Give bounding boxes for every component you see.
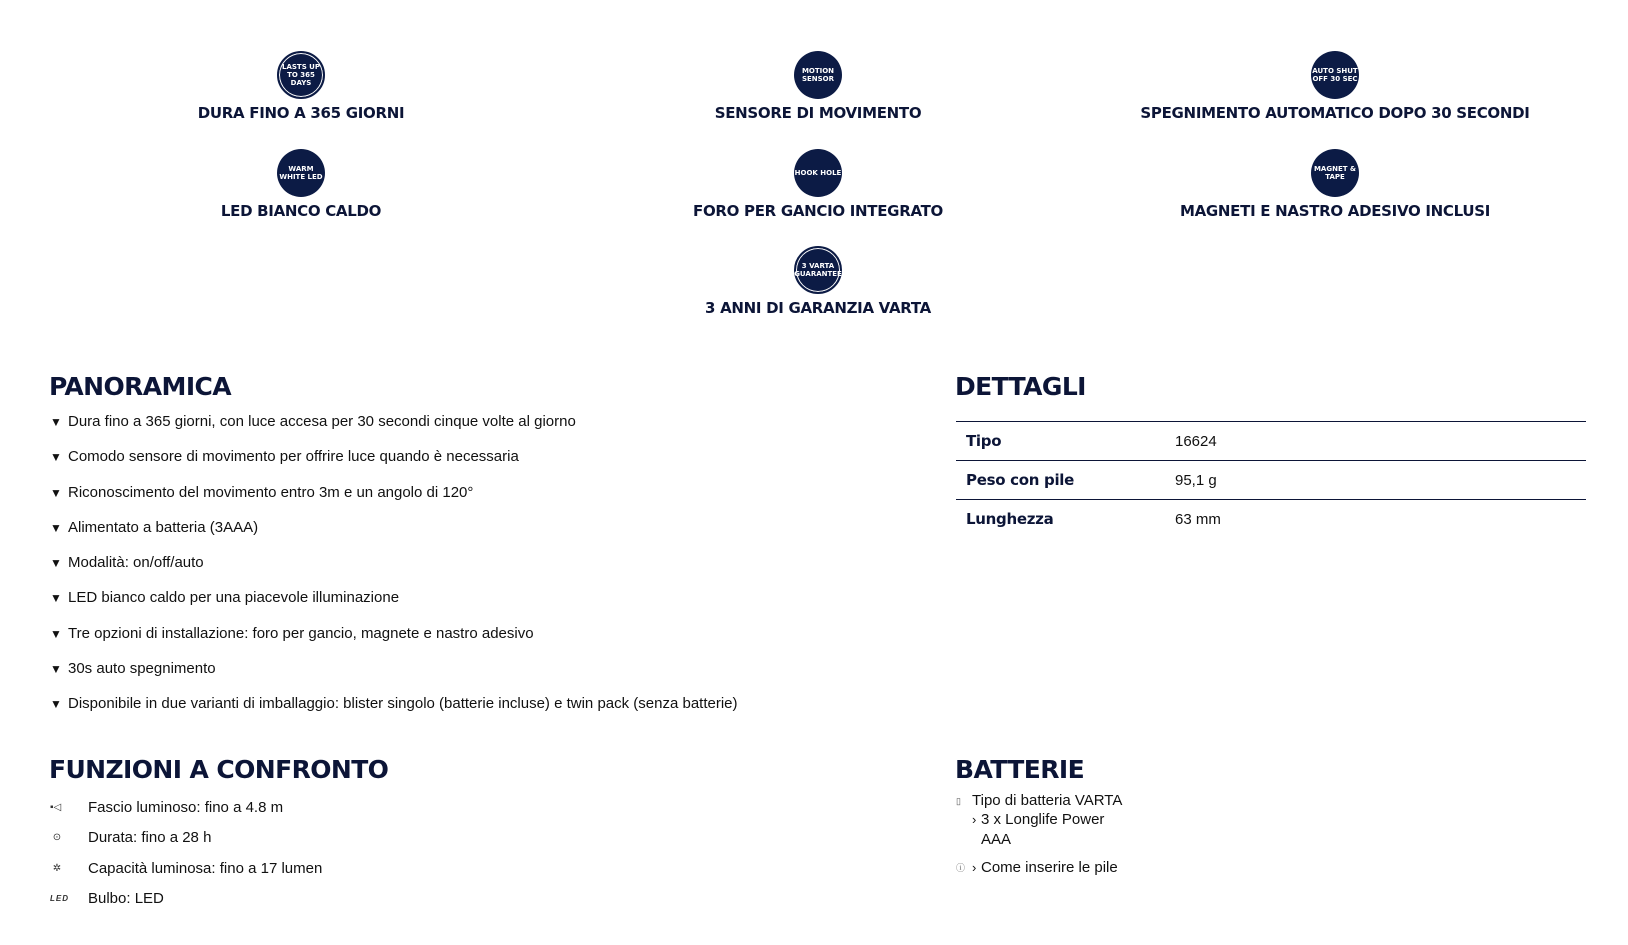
overview-title: PANORAMICA	[49, 372, 232, 401]
365-days-icon: LASTS UP TO 365 DAYS	[277, 51, 325, 99]
detail-key: Peso con pile	[966, 471, 1075, 489]
triangle-icon: ▼	[50, 697, 62, 712]
feature-label: SENSORE DI MOVIMENTO	[714, 104, 922, 122]
battery-title: BATTERIE	[955, 755, 1085, 784]
detail-value: 95,1 g	[1175, 471, 1217, 489]
overview-list	[50, 413, 738, 731]
chevron-right-icon: ›	[972, 860, 977, 875]
timer-icon: AUTO SHUT OFF 30 SEC	[1311, 51, 1359, 99]
list-item: ▼ Riconoscimento del movimento entro 3m e un angolo di 120°	[50, 483, 474, 501]
list-item: LED Bulbo: LED	[50, 890, 164, 908]
list-item: ▼ Tre opzioni di installazione: foro per gancio, magnete e nastro adesivo	[50, 624, 534, 642]
compare-list	[50, 792, 322, 914]
battery-section	[956, 792, 1122, 877]
list-item: ▼ LED bianco caldo per una piacevole illuminazione	[50, 589, 400, 607]
feature-motion-sensor	[578, 51, 1058, 122]
compare-title: FUNZIONI A CONFRONTO	[49, 755, 389, 784]
list-item: ▪◁ Fascio luminoso: fino a 4.8 m	[50, 798, 284, 816]
feature-label: DURA FINO A 365 GIORNI	[197, 104, 405, 122]
detail-value: 16624	[1175, 432, 1217, 450]
battery-type-label: Tipo di batteria VARTA	[972, 792, 1123, 809]
battery-type-link[interactable]: › 3 x Longlife Power AAA	[972, 811, 1105, 848]
clock-icon: ⊙	[50, 832, 62, 844]
motion-sensor-icon: MOTION SENSOR	[794, 51, 842, 99]
insert-batteries-link[interactable]: ⓘ › Come inserire le pile	[956, 859, 1118, 876]
feature-365-days	[61, 51, 541, 122]
table-row	[956, 422, 1586, 461]
triangle-icon: ▼	[50, 626, 62, 641]
feature-guarantee	[578, 246, 1058, 317]
list-item: ▼ Disponibile in due varianti di imballaggio: blister singolo (batterie incluse) e twin pack (senza batterie)	[50, 695, 738, 713]
details-table	[956, 421, 1586, 538]
warm-led-icon: WARM WHITE LED	[277, 149, 325, 197]
feature-label: MAGNETI E NASTRO ADESIVO INCLUSI	[1179, 202, 1490, 220]
list-item: ▼ Comodo sensore di movimento per offrire luce quando è necessaria	[50, 448, 519, 466]
table-row	[956, 500, 1586, 539]
triangle-icon: ▼	[50, 591, 62, 606]
beam-icon: ▪◁	[50, 801, 62, 813]
battery-icon: ▯	[956, 796, 961, 806]
triangle-icon: ▼	[50, 485, 62, 500]
detail-key: Tipo	[966, 432, 1002, 450]
table-row	[956, 461, 1586, 500]
detail-value: 63 mm	[1175, 510, 1221, 528]
info-icon: ⓘ	[956, 863, 966, 873]
list-item: ▼ Alimentato a batteria (3AAA)	[50, 518, 259, 536]
led-icon: LED	[50, 894, 69, 904]
feature-label: SPEGNIMENTO AUTOMATICO DOPO 30 SECONDI	[1140, 104, 1530, 122]
list-item: ▼ Dura fino a 365 giorni, con luce accesa per 30 secondi cinque volte al giorno	[50, 413, 576, 430]
detail-key: Lunghezza	[966, 510, 1054, 528]
magnet-tape-icon: MAGNET & TAPE	[1311, 149, 1359, 197]
list-item: ▼ Modalità: on/off/auto	[50, 554, 204, 572]
feature-hook-hole	[578, 149, 1058, 220]
hook-hole-icon: HOOK HOLE	[794, 149, 842, 197]
triangle-icon: ▼	[50, 662, 62, 677]
feature-auto-shut-off	[1095, 51, 1575, 122]
brightness-icon: ✲	[50, 862, 62, 874]
feature-warm-led	[61, 149, 541, 220]
list-item: ⊙ Durata: fino a 28 h	[50, 829, 212, 847]
chevron-right-icon: ›	[972, 812, 977, 827]
triangle-icon: ▼	[50, 520, 62, 535]
triangle-icon: ▼	[50, 415, 62, 429]
feature-label: FORO PER GANCIO INTEGRATO	[693, 202, 943, 220]
list-item: ▼ 30s auto spegnimento	[50, 660, 216, 678]
guarantee-icon: 3 VARTA GUARANTEE	[794, 246, 842, 294]
triangle-icon: ▼	[50, 556, 62, 571]
feature-label: LED BIANCO CALDO	[220, 202, 382, 220]
details-title: DETTAGLI	[955, 372, 1086, 401]
feature-magnet-tape	[1095, 149, 1575, 220]
feature-label: 3 ANNI DI GARANZIA VARTA	[705, 299, 931, 317]
list-item: ✲ Capacità luminosa: fino a 17 lumen	[50, 859, 323, 877]
triangle-icon: ▼	[50, 450, 62, 465]
